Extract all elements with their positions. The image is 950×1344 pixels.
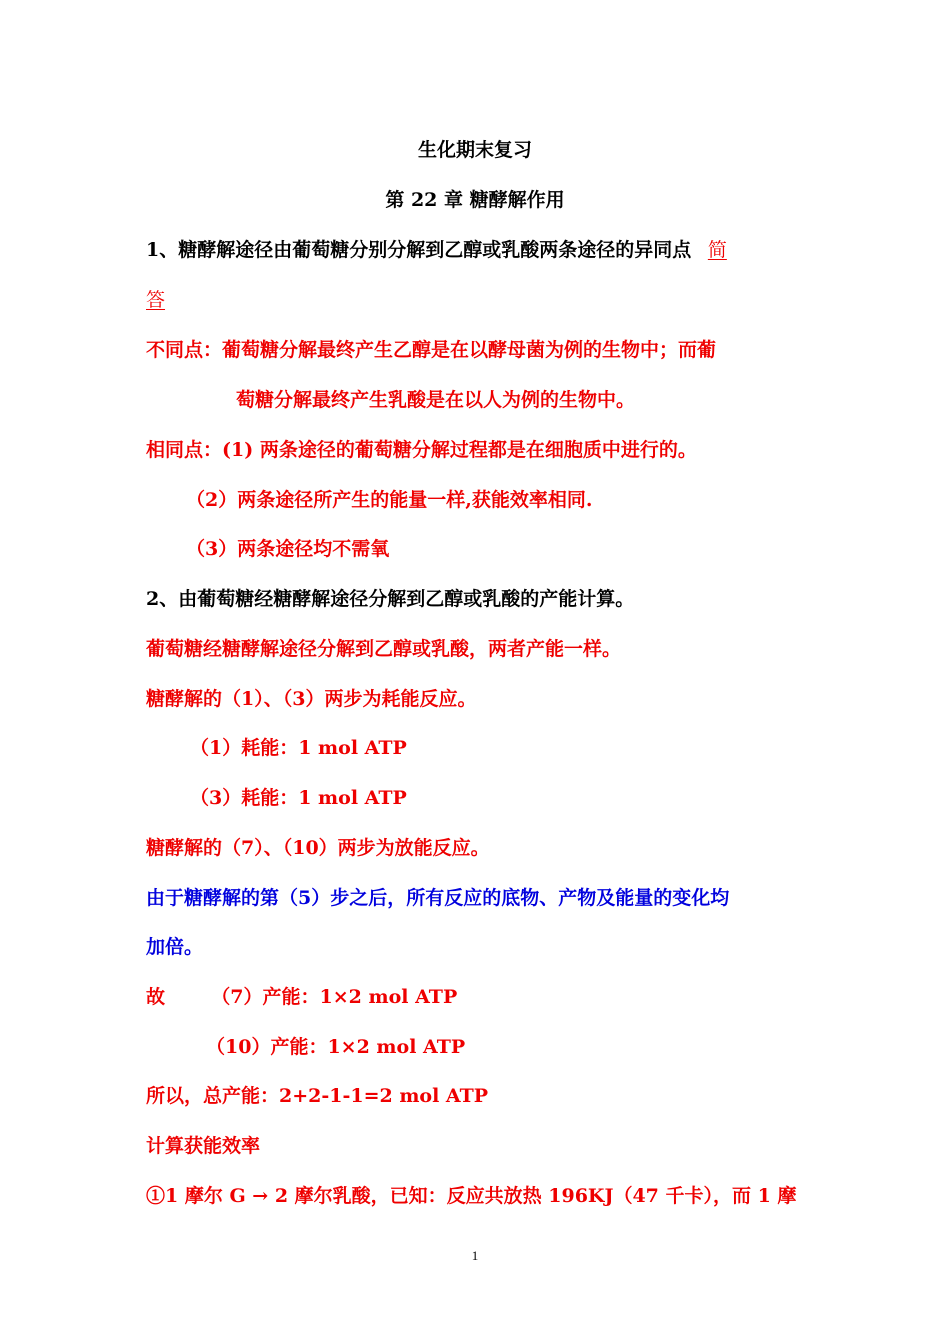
question-1-text: 1、糖酵解途径由葡萄糖分别分解到乙醇或乳酸两条途径的异同点 bbox=[146, 239, 692, 261]
answer-2-line-5: 糖酵解的（7）、（10）两步为放能反应。 bbox=[146, 837, 490, 859]
answer-2-line-6: 故 （7）产能：1×2 mol ATP bbox=[146, 986, 458, 1008]
short-answer-tag-cont: 答 bbox=[146, 289, 166, 311]
note-line-1: 由于糖酵解的第（5）步之后，所有反应的底物、产物及能量的变化均 bbox=[146, 887, 730, 909]
difference-line-1 bbox=[146, 337, 716, 363]
difference-label: 不同点： bbox=[146, 339, 223, 361]
chapter-heading: 第 22 章 糖酵解作用 bbox=[385, 189, 565, 211]
similarity-line-3: （3）两条途径均不需氧 bbox=[186, 538, 390, 560]
question-2: 2、由葡萄糖经糖酵解途径分解到乙醇或乳酸的产能计算。 bbox=[146, 588, 635, 610]
short-answer-tag: 简 bbox=[707, 239, 727, 261]
question-1 bbox=[146, 237, 727, 263]
difference-line-2: 萄糖分解最终产生乳酸是在以人为例的生物中。 bbox=[236, 389, 636, 411]
answer-2-line-7: （10）产能：1×2 mol ATP bbox=[206, 1036, 466, 1058]
doc-title: 生化期末复习 bbox=[417, 139, 532, 161]
answer-2-line-10: ①1 摩尔 G → 2 摩尔乳酸，已知：反应共放热 196KJ（47 千卡），而 1 摩 bbox=[146, 1185, 797, 1207]
similarity-line-2: （2）两条途径所产生的能量一样,获能效率相同. bbox=[186, 489, 593, 511]
answer-2-line-9: 计算获能效率 bbox=[146, 1135, 261, 1157]
note-line-2: 加倍。 bbox=[146, 936, 204, 958]
similarity-line-1: 相同点：(1) 两条途径的葡萄糖分解过程都是在细胞质中进行的。 bbox=[146, 439, 697, 461]
difference-text-1: 葡萄糖分解最终产生乙醇是在以酵母菌为例的生物中；而葡 bbox=[222, 339, 717, 361]
short-answer-tag-line2 bbox=[146, 287, 165, 313]
answer-2-line-2: 糖酵解的（1）、（3）两步为耗能反应。 bbox=[146, 688, 477, 710]
answer-2-line-8: 所以，总产能：2+2-1-1=2 mol ATP bbox=[146, 1085, 489, 1107]
page-number: 1 bbox=[471, 1248, 479, 1263]
answer-2-line-1: 葡萄糖经糖酵解途径分解到乙醇或乳酸，两者产能一样。 bbox=[146, 638, 622, 660]
answer-2-line-3: （1）耗能：1 mol ATP bbox=[190, 737, 407, 759]
answer-2-line-4: （3）耗能：1 mol ATP bbox=[190, 787, 407, 809]
